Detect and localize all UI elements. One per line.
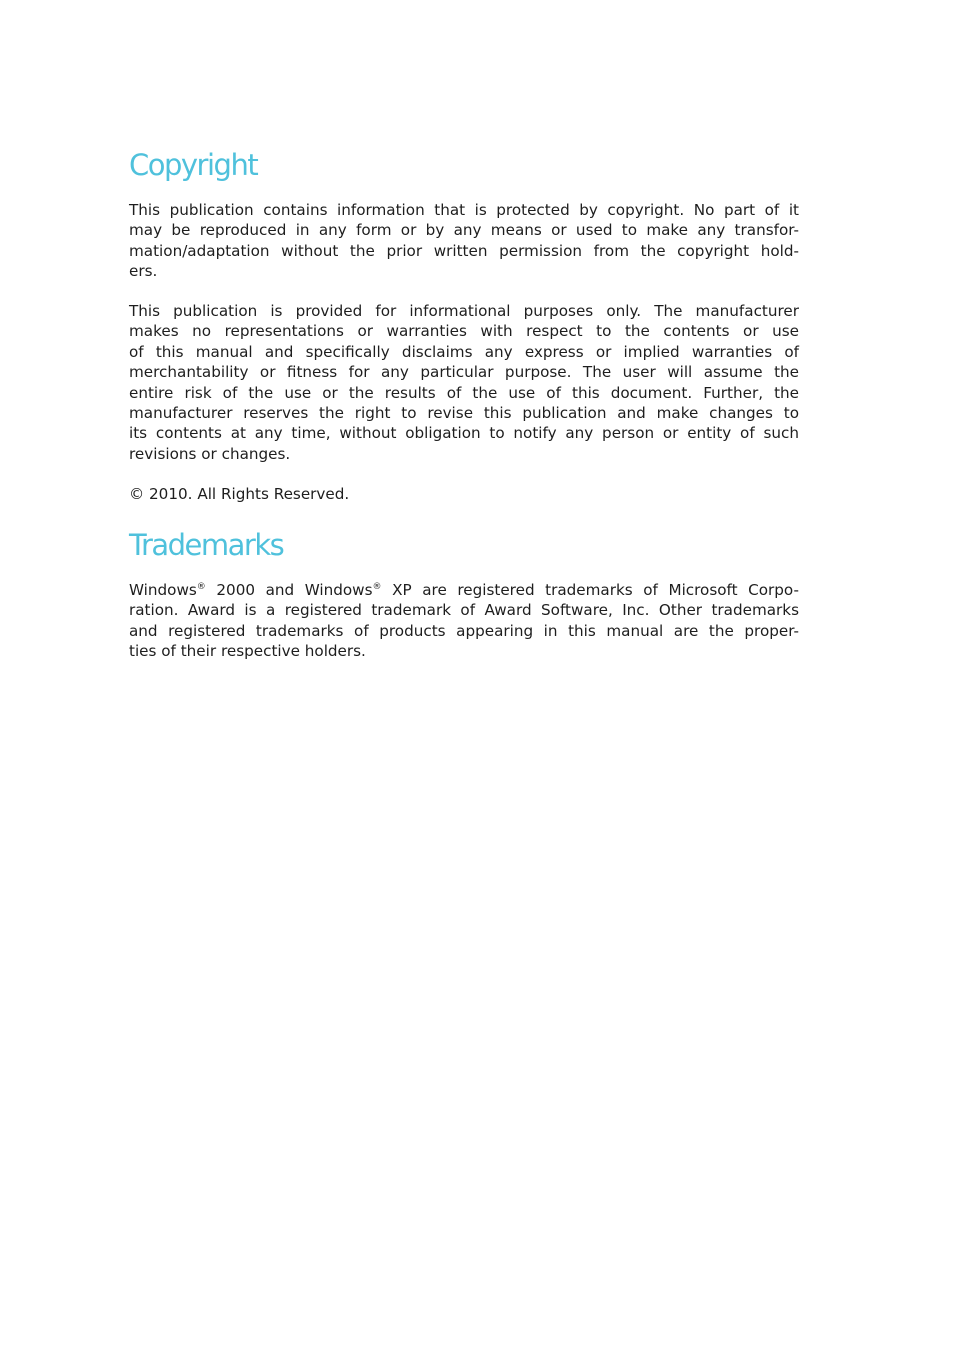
registered-mark: ® [372, 582, 382, 592]
text-line: makes no representations or warranties with respect to the contents or use [129, 322, 799, 341]
trademarks-heading: Trademarks [129, 528, 284, 562]
text-line [129, 580, 799, 600]
text-line: ties of their respective holders. [129, 642, 366, 661]
trademarks-paragraph [129, 580, 799, 662]
text-line: This publication contains information that is protected by copyright. No part of it [129, 201, 799, 219]
copyright-notice-text: © 2010. All Rights Reserved. [129, 485, 350, 503]
text-line: and registered trademarks of products appearing in this manual are the proper- [129, 621, 799, 640]
copyright-notice [129, 484, 799, 504]
text-fragment: 2000 and Windows [205, 581, 373, 599]
copyright-paragraph-1 [129, 200, 799, 282]
text-fragment: XP are registered trademarks of Microsoft Corpo- [381, 581, 799, 599]
text-fragment: Windows [129, 581, 197, 599]
text-line: This publication is provided for informational purposes only. The manufacturer [129, 302, 799, 320]
text-line: its contents at any time, without obligation to notify any person or entity of such [129, 424, 799, 443]
text-line: of this manual and specifically disclaims any express or implied warranties of [129, 342, 799, 361]
text-line: ers. [129, 262, 158, 281]
text-line: merchantability or fitness for any particular purpose. The user will assume the [129, 363, 799, 382]
text-line: manufacturer reserves the right to revise this publication and make changes to [129, 404, 799, 423]
text-line: entire risk of the use or the results of the use of this document. Further, the [129, 383, 799, 402]
text-line: may be reproduced in any form or by any means or used to make any transfor- [129, 221, 799, 240]
copyright-paragraph-2 [129, 301, 799, 464]
text-line: mation/adaptation without the prior written permission from the copyright hold- [129, 241, 799, 260]
registered-mark: ® [196, 582, 206, 592]
copyright-heading: Copyright [129, 148, 258, 182]
text-line: ration. Award is a registered trademark of Award Software, Inc. Other trademarks [129, 601, 799, 620]
text-line: revisions or changes. [129, 444, 291, 463]
